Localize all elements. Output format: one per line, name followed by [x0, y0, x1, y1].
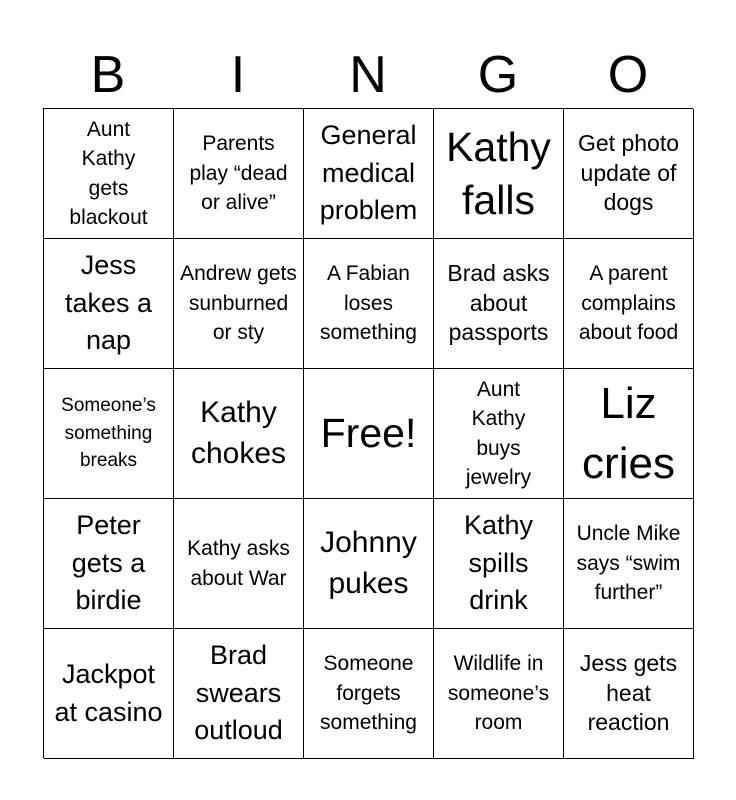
bingo-cell[interactable] [434, 239, 564, 369]
cell-text: A Fabian loses something [320, 262, 417, 345]
header-letter-o: O [607, 46, 649, 104]
cell-text: Jess takes a nap [64, 249, 153, 356]
bingo-cell[interactable] [304, 499, 434, 629]
free-space[interactable] [304, 369, 434, 499]
cell-text: Johnny pukes [320, 526, 417, 600]
bingo-cell[interactable] [174, 629, 304, 759]
header-letter-i: I [230, 46, 246, 104]
bingo-cell[interactable] [304, 239, 434, 369]
bingo-cell[interactable] [564, 369, 694, 499]
cell-text: Someone forgets something [320, 652, 417, 735]
cell-text: Kathy chokes [190, 396, 287, 470]
cell-text: General medical problem [319, 119, 418, 226]
bingo-cell[interactable] [434, 369, 564, 499]
cell-text: Free! [320, 410, 417, 457]
bingo-cell[interactable] [564, 109, 694, 239]
cell-text: Jackpot at casino [54, 658, 163, 727]
bingo-cell[interactable] [304, 109, 434, 239]
cell-text: Andrew gets sunburned or sty [180, 262, 297, 345]
bingo-cell[interactable] [174, 239, 304, 369]
cell-text: Parents play “dead or alive” [189, 132, 288, 215]
cell-text: Brad swears outloud [194, 639, 283, 746]
cell-text: Kathy falls [446, 124, 551, 223]
cell-text: Aunt Kathy gets blackout [69, 117, 148, 229]
cell-text: A parent complains about food [578, 262, 679, 345]
cell-text: Aunt Kathy buys jewelry [465, 377, 532, 489]
bingo-cell[interactable] [434, 629, 564, 759]
bingo-cell[interactable] [564, 499, 694, 629]
cell-text: Brad asks about passports [447, 259, 550, 346]
cell-text: Uncle Mike says “swim further” [576, 522, 681, 605]
cell-text: Jess gets heat reaction [579, 649, 678, 736]
bingo-cell[interactable] [44, 629, 174, 759]
header-letter-b: B [90, 46, 126, 104]
cell-text: Peter gets a birdie [71, 509, 146, 616]
bingo-cell[interactable] [174, 109, 304, 239]
bingo-cell[interactable] [44, 239, 174, 369]
cell-text: Someone’s something breaks [61, 395, 156, 472]
cell-text: Liz cries [582, 379, 675, 488]
bingo-cell[interactable] [44, 369, 174, 499]
cell-text: Get photo update of dogs [577, 129, 680, 216]
bingo-header [43, 42, 693, 108]
cell-text: Kathy asks about War [187, 537, 290, 590]
bingo-grid [43, 108, 693, 758]
bingo-cell[interactable] [434, 499, 564, 629]
bingo-cell[interactable] [564, 239, 694, 369]
bingo-cell[interactable] [44, 499, 174, 629]
header-letter-g: G [477, 46, 519, 104]
bingo-cell[interactable] [174, 369, 304, 499]
bingo-cell[interactable] [564, 629, 694, 759]
bingo-cell[interactable] [44, 109, 174, 239]
header-letter-n: N [349, 46, 387, 104]
bingo-cell[interactable] [304, 629, 434, 759]
bingo-cell[interactable] [174, 499, 304, 629]
bingo-cell[interactable] [434, 109, 564, 239]
cell-text: Kathy spills drink [463, 509, 534, 616]
cell-text: Wildlife in someone’s room [447, 652, 550, 735]
